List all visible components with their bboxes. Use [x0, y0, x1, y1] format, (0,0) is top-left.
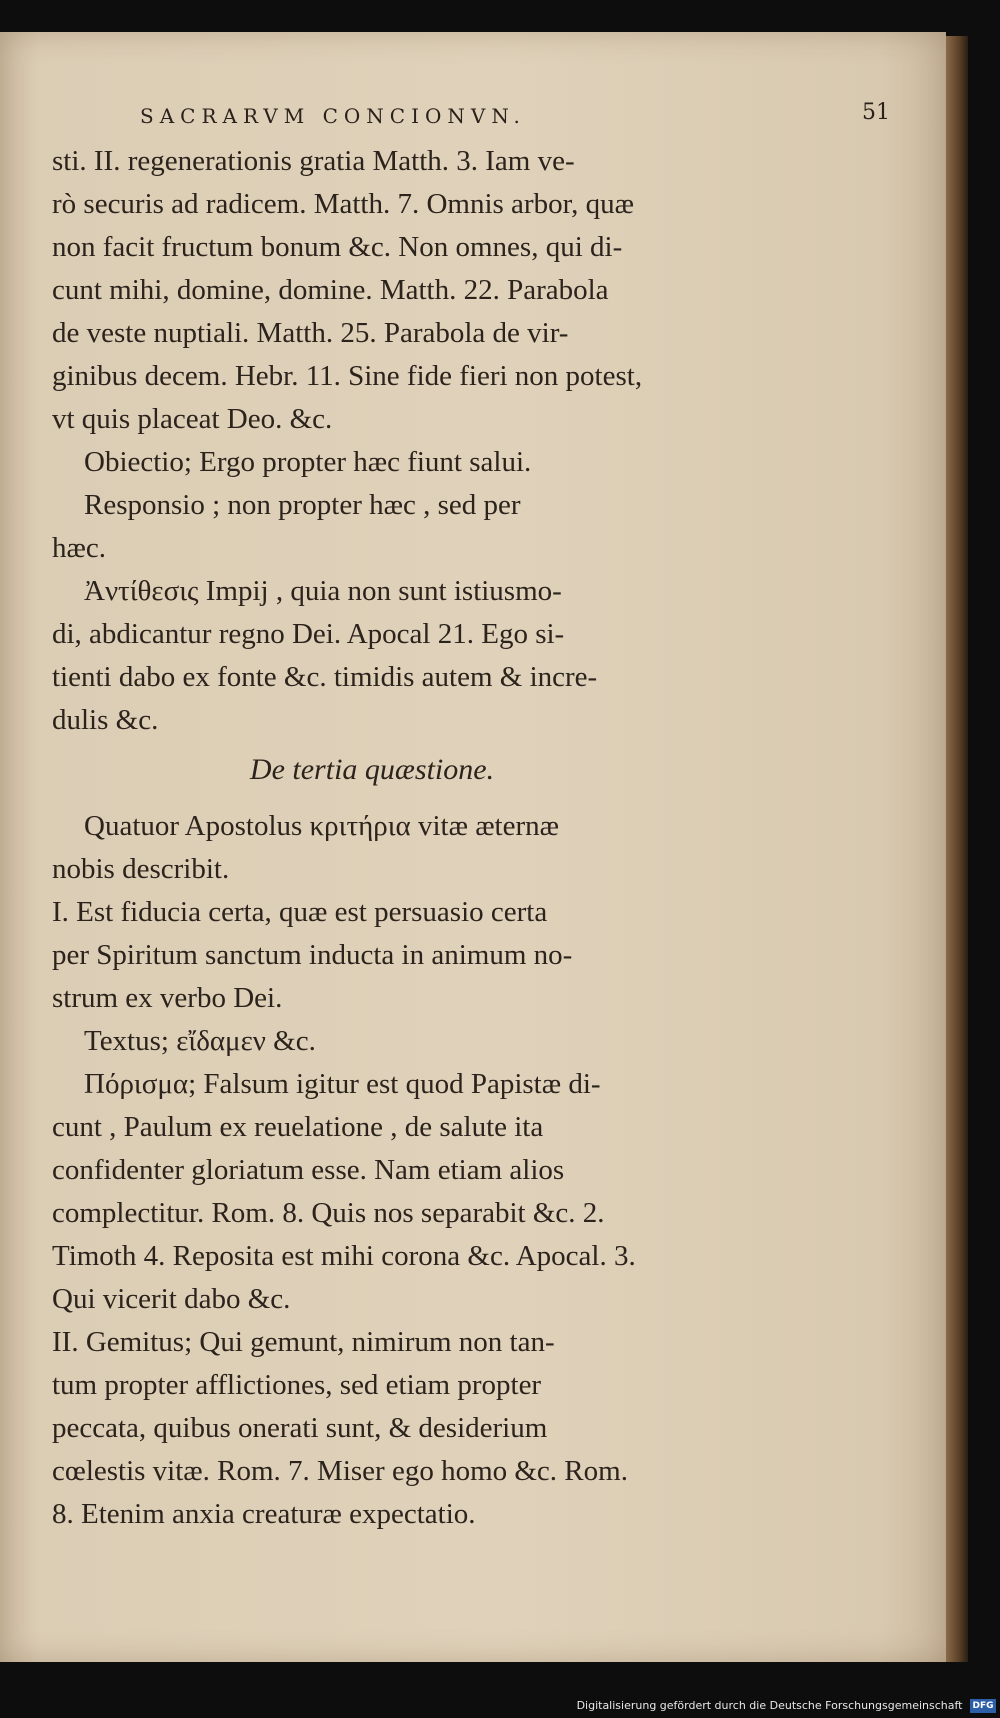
text-line: di, abdicantur regno Dei. Apocal 21. Ego si- — [52, 618, 565, 650]
text-line: 8. Etenim anxia creaturæ expectatio. — [52, 1498, 476, 1530]
text-line: Ἀντίθεσις Impij , quia non sunt istiusmo- — [84, 575, 562, 607]
section-gap — [52, 791, 692, 805]
text-line: per Spiritum sanctum inducta in animum no- — [52, 939, 573, 971]
text-line: Πόρισμα; Falsum igitur est quod Papistæ di- — [84, 1068, 601, 1100]
text-line: dulis &c. — [52, 704, 159, 736]
text-line: Quatuor Apostolus κριτήρια vitæ æternæ — [84, 810, 559, 842]
text-line: Timoth 4. Reposita est mihi corona &c. Apocal. 3. — [52, 1240, 636, 1272]
text-line: Obiectio; Ergo propter hæc fiunt salui. — [84, 446, 532, 478]
page-text — [52, 140, 692, 1536]
text-line: non facit fructum bonum &c. Non omnes, qui di- — [52, 231, 623, 263]
text-line: confidenter gloriatum esse. Nam etiam alios — [52, 1154, 565, 1186]
text-line: I. Est fiducia certa, quæ est persuasio certa — [52, 896, 548, 928]
text-line: vt quis placeat Deo. &c. — [52, 403, 333, 435]
page-edge — [946, 36, 968, 1662]
text-line: cunt mihi, domine, domine. Matth. 22. Parabola — [52, 274, 609, 306]
text-line: hæc. — [52, 532, 106, 564]
section-heading: De tertia quæstione. — [249, 753, 495, 786]
text-line: Qui vicerit dabo &c. — [52, 1283, 291, 1315]
running-head — [130, 100, 890, 138]
dfg-logo: DFG — [970, 1699, 996, 1713]
text-line: Textus; εἴδαμεν &c. — [84, 1025, 316, 1057]
text-line: tienti dabo ex fonte &c. timidis autem & incre- — [52, 661, 598, 693]
text-line: Responsio ; non propter hæc , sed per — [84, 489, 521, 521]
text-line: complectitur. Rom. 8. Quis nos separabit &c. 2. — [52, 1197, 605, 1229]
text-line: sti. II. regenerationis gratia Matth. 3. Iam ve- — [52, 145, 575, 177]
digitization-credit — [577, 1694, 996, 1718]
text-line: rò securis ad radicem. Matth. 7. Omnis arbor, quæ — [52, 188, 634, 220]
text-line: tum propter afflictiones, sed etiam propter — [52, 1369, 542, 1401]
page-number: 51 — [862, 100, 890, 125]
text-line: ginibus decem. Hebr. 11. Sine fide fieri non potest, — [52, 360, 643, 392]
text-line: II. Gemitus; Qui gemunt, nimirum non tan- — [52, 1326, 555, 1358]
running-title: SACRARVM CONCIONVN. — [140, 104, 526, 128]
text-line: cœlestis vitæ. Rom. 7. Miser ego homo &c. Rom. — [52, 1455, 628, 1487]
text-line: de veste nuptiali. Matth. 25. Parabola de vir- — [52, 317, 569, 349]
text-line: strum ex verbo Dei. — [52, 982, 283, 1014]
text-line: nobis describit. — [52, 853, 230, 885]
text-line: peccata, quibus onerati sunt, & desiderium — [52, 1412, 548, 1444]
text-line: cunt , Paulum ex reuelatione , de salute ita — [52, 1111, 544, 1143]
credit-text: Digitalisierung gefördert durch die Deutsche Forschungsgemeinschaft — [576, 1699, 963, 1712]
